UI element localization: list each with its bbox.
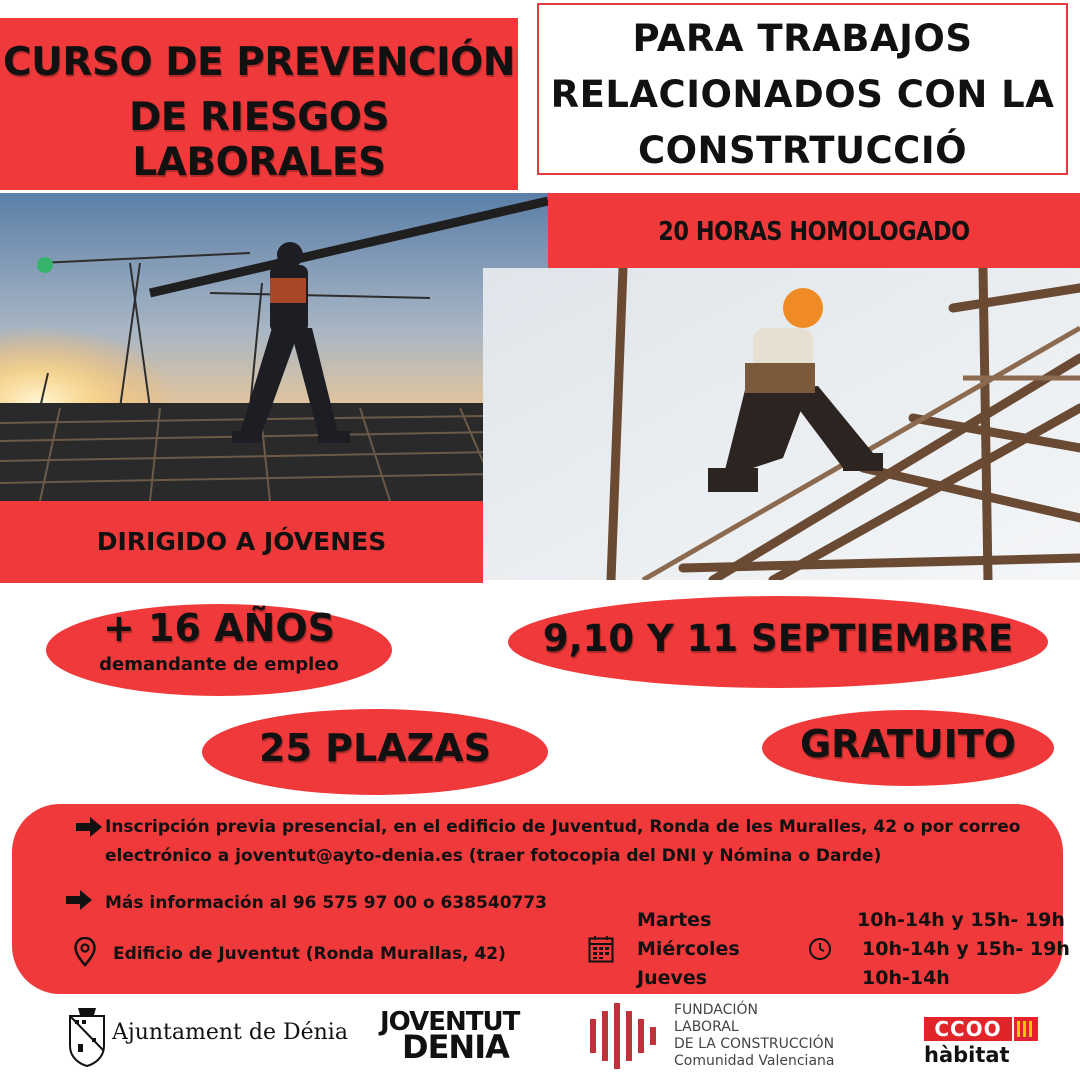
ccoo-logo-text: CCOO: [934, 1017, 1002, 1041]
construction-photo-scaffold: [483, 268, 1080, 580]
age-requirement-sub: demandante de empleo: [99, 654, 339, 675]
course-title-line2: DE RIESGOS LABORALES: [128, 95, 390, 185]
location-address: Edificio de Juventut (Ronda Murallas, 42): [113, 944, 506, 964]
subtitle-line2: RELACIONADOS CON LA: [550, 73, 1055, 116]
joventut-logo-bottom: DENIA: [402, 1028, 509, 1066]
hours-label: 20 HORAS HOMOLOGADO: [658, 217, 970, 247]
course-places: 25 PLAZAS: [259, 726, 491, 770]
ajuntament-logo-text: Ajuntament de Dénia: [112, 1020, 348, 1045]
fundacion-line3: DE LA CONSTRUCCIÓN: [674, 1036, 835, 1052]
arrow-right-icon: [66, 890, 92, 910]
fundacion-line4: Comunidad Valenciana: [674, 1053, 835, 1069]
joventut-logo-top: JOVENTUT: [380, 1007, 520, 1037]
course-subtitle-box: [537, 3, 1068, 175]
subtitle-line1: PARA TRABAJOS: [632, 17, 973, 60]
course-title-banner: [0, 18, 518, 190]
habitat-logo-text: hàbitat: [924, 1043, 1010, 1067]
subtitle-line3: CONSTRTUCCIÓ: [637, 129, 968, 172]
fundacion-line2: LABORAL: [674, 1019, 739, 1035]
arrow-right-icon: [76, 817, 102, 837]
fundacion-line1: FUNDACIÓN: [674, 1002, 759, 1018]
ccoo-flag-icon: [1014, 1017, 1038, 1041]
schedule-day-3: Jueves: [637, 967, 708, 989]
schedule-day-1: Martes: [637, 909, 712, 931]
location-pin-icon: [74, 937, 96, 967]
registration-line1: Inscripción previa presencial, en el edificio de Juventud, Ronda de les Muralles, 42 o por correo: [105, 817, 1021, 837]
registration-line2: electrónico a joventut@ayto-denia.es (traer fotocopia del DNI y Nómina o Darde): [105, 846, 882, 866]
schedule-hours-3: 10h-14h: [862, 967, 950, 989]
course-dates: 9,10 Y 11 SEPTIEMBRE: [542, 617, 1014, 660]
fundacion-laboral-logo: [588, 1003, 664, 1069]
course-title-line1: CURSO DE PREVENCIÓN: [3, 40, 515, 85]
schedule-hours-2: 10h-14h y 15h- 19h: [862, 938, 1070, 960]
schedule-day-2: Miércoles: [637, 938, 740, 960]
clock-icon: [808, 937, 832, 961]
audience-label: DIRIGIDO A JÓVENES: [96, 527, 387, 556]
age-requirement: + 16 AÑOS: [102, 606, 336, 650]
more-info: Más información al 96 575 97 00 o 638540773: [105, 893, 548, 913]
calendar-icon: [588, 935, 614, 963]
course-price: GRATUITO: [799, 722, 1017, 766]
ajuntament-shield-logo: [66, 1006, 108, 1068]
construction-photo-sunset: [0, 193, 548, 501]
schedule-hours-1: 10h-14h y 15h- 19h: [857, 909, 1065, 931]
